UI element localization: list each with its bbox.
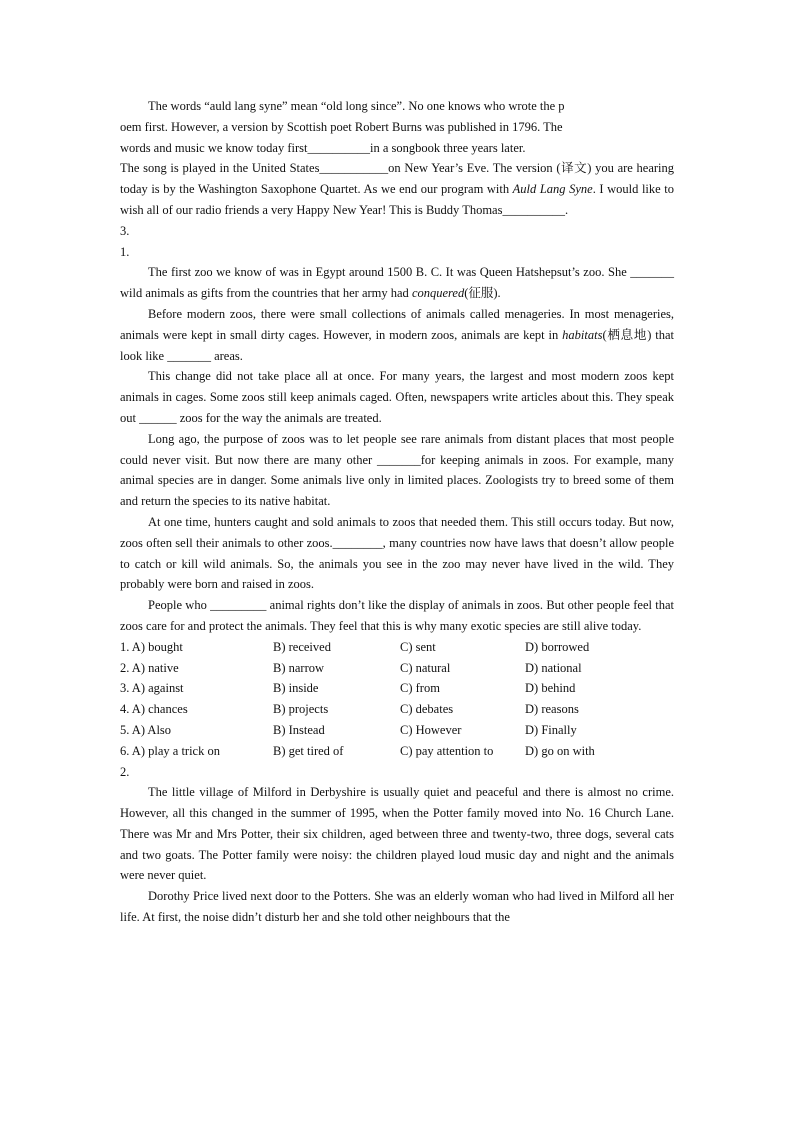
- option-c: C) pay attention to: [400, 743, 494, 758]
- option-c: C) debates: [400, 702, 454, 717]
- option-row: [120, 699, 674, 720]
- passage-2-number: 2.: [120, 764, 130, 779]
- passage-1-paragraph-6: People who _________ animal rights don’t like the display of animals in zoos. But other people feel that zoos care for and protect the animals. They feel that this is why many exotic species are still alive today.: [120, 598, 674, 633]
- passage-1-paragraph-3: This change did not take place all at once. For many years, the largest and most modern zoos kept animals in cages. Some zoos still keep animals caged. Often, newspapers write articles about this. They speak out ______ zoos for the way the animals are treated.: [120, 369, 674, 425]
- passage-1-paragraph-5: At one time, hunters caught and sold animals to zoos that needed them. This still occurs today. But now, zoos often sell their animals to other zoos.________, many countries now have laws that doesn’t allow people to catch or kill wild animals. So, the animals you see in the zoo may never have lived in the wild. They probably were born and raised in zoos.: [120, 514, 674, 592]
- intro-line-6: . I would like to wish all of our radio friends a very Happy New Year! This is Buddy Thomas__________.: [120, 182, 674, 217]
- intro-line-4: The song is played in the United States___________on New Year’s Eve. The version (译文) you: [120, 161, 614, 176]
- passage-1-number: 1.: [120, 244, 130, 259]
- passage-1-paragraph-2: [120, 304, 674, 366]
- option-c: C) sent: [400, 639, 436, 654]
- option-row: [120, 720, 674, 741]
- option-row: [120, 678, 674, 699]
- passage-2-paragraph-1: The little village of Milford in Derbyshire is usually quiet and peaceful and there is almost no crime. However, all this changed in the summer of 1995, when the Potter family moved into No. 16 Church Lane. There was Mr and Mrs Potter, their six children, aged between three and twenty-two, three dogs, several cats and two goats. The Potter family were noisy: the children played loud music day and night and the animals were never quiet.: [120, 785, 674, 883]
- intro-line-5: are hearing today is by the Washington Saxophone Quartet. As we end our program with: [120, 161, 674, 197]
- song-title: Auld Lang Syne: [512, 182, 593, 197]
- p2-italic: habitats: [562, 327, 603, 342]
- option-d: D) borrowed: [525, 639, 590, 654]
- p1-text: The first zoo we know of was in Egypt around 1500 B. C. It was Queen Hatshepsut’s zoo. She _______ wild animals as gifts from the countries that her army had: [120, 265, 674, 301]
- option-c: C) However: [400, 722, 462, 737]
- option-c: C) natural: [400, 660, 451, 675]
- p1-italic: conquered: [411, 286, 465, 301]
- p1-text-end: (征服).: [464, 286, 501, 301]
- option-a: 5. A) Also: [120, 722, 172, 737]
- options-table: [120, 637, 674, 762]
- intro-paragraph: [120, 96, 674, 221]
- option-a: 3. A) against: [120, 681, 184, 696]
- option-d: D) reasons: [525, 702, 579, 717]
- option-a: 1. A) bought: [120, 639, 183, 654]
- option-a: 2. A) native: [120, 660, 179, 675]
- option-b: B) Instead: [273, 722, 325, 737]
- option-d: D) behind: [525, 681, 576, 696]
- option-row: [120, 637, 674, 658]
- option-d: D) national: [525, 660, 582, 675]
- passage-1-paragraph-4: Long ago, the purpose of zoos was to let people see rare animals from distant places that most people could never visit. But now there are many other _______for keeping animals in zoos. For example, many animal species are in danger. Some animals live only in limited places. Zoologists try to breed some of them and return the species to its native habitat.: [120, 431, 674, 509]
- option-d: D) Finally: [525, 722, 577, 737]
- passage-2-paragraph-2: Dorothy Price lived next door to the Potters. She was an elderly woman who had lived in Milford all her life. At first, the noise didn’t disturb her and she told other neighbours that the: [120, 889, 674, 925]
- option-a: 6. A) play a trick on: [120, 743, 220, 758]
- intro-line-2: oem first. However, a version by Scottish poet Robert Burns was published in 1796. The: [120, 119, 563, 134]
- option-a: 4. A) chances: [120, 702, 188, 717]
- p2-text: Before modern zoos, there were small collections of animals called menageries. In most menageries, animals were kept in small dirty cages. However, in modern zoos, animals are kept in: [120, 306, 674, 342]
- option-b: B) narrow: [273, 660, 325, 675]
- option-c: C) from: [400, 681, 440, 696]
- document-page: [120, 96, 674, 928]
- intro-line-1: The words “auld lang syne” mean “old long since”. No one knows who wrote the p: [148, 99, 565, 113]
- passage-1-paragraph-1: [120, 262, 674, 304]
- option-d: D) go on with: [525, 743, 595, 758]
- option-b: B) received: [273, 639, 331, 654]
- option-b: B) inside: [273, 681, 319, 696]
- option-row: [120, 658, 674, 679]
- option-row: [120, 741, 674, 762]
- section-number: 3.: [120, 223, 130, 238]
- option-b: B) projects: [273, 702, 329, 717]
- intro-line-3: words and music we know today first__________in a songbook three years later.: [120, 140, 526, 155]
- option-b: B) get tired of: [273, 743, 344, 758]
- p2-text-end: (栖息地) that look like _______ areas.: [120, 327, 674, 363]
